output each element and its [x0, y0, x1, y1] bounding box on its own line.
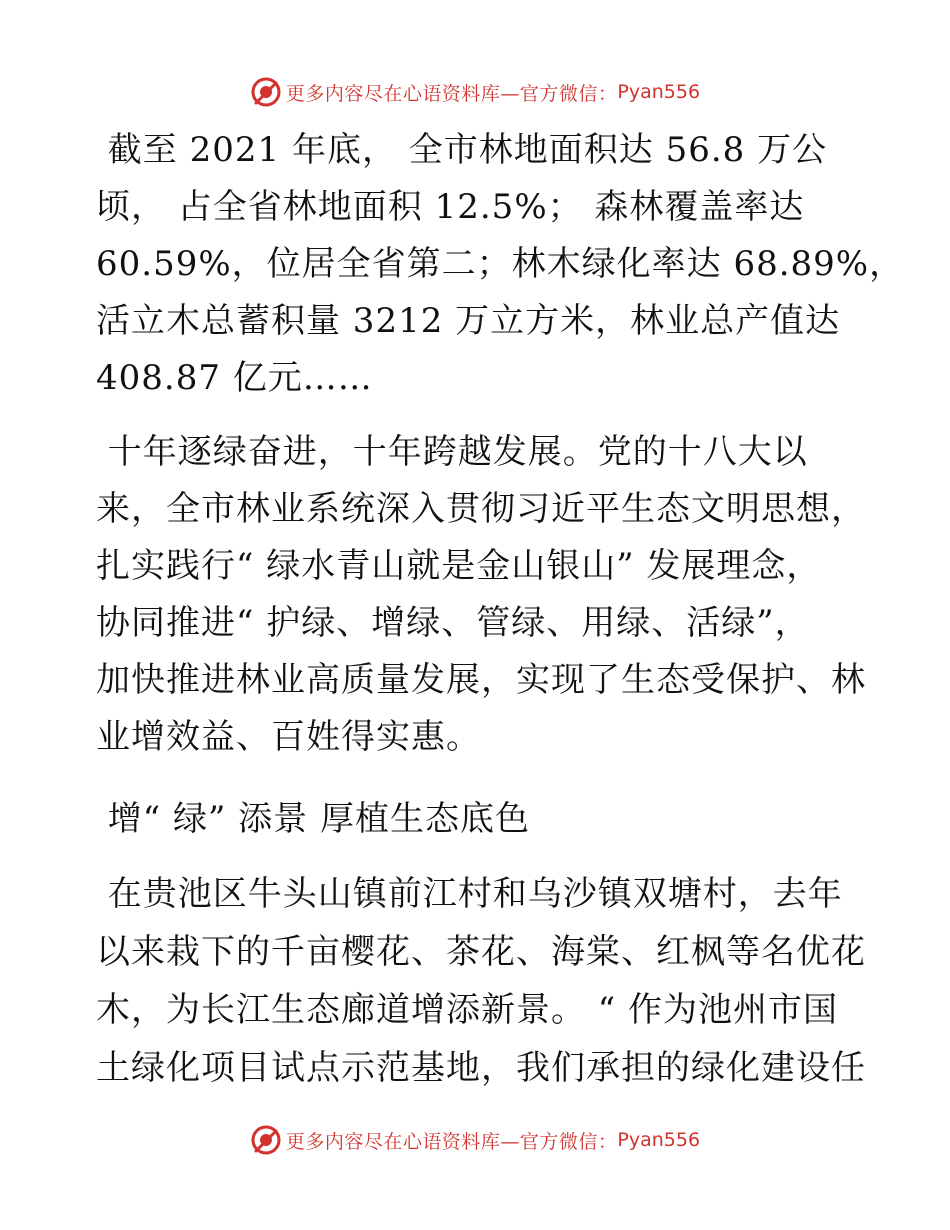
text-line: 扎实践行“ 绿水青山就是金山银山” 发展理念， [96, 546, 822, 586]
text-line: 60.59%，位居全省第二；林木绿化率达 68.89%， [96, 244, 905, 284]
text-line: 以来栽下的千亩樱花、茶花、海棠、红枫等名优花 [96, 932, 866, 972]
text-line: 408.87 亿元…… [96, 358, 373, 398]
text-line: 顷， 占全省林地面积 12.5%； 森林覆盖率达 [96, 187, 805, 227]
logo-icon [250, 1124, 282, 1156]
text-line: 木，为长江生态廊道增添新景。 “ 作为池州市国 [96, 990, 838, 1030]
banner-wechat-id: Pyan556 [617, 1129, 701, 1151]
text-line: 加快推进林业高质量发展，实现了生态受保护、林 [96, 660, 866, 700]
text-line: 活立木总蓄积量 3212 万立方米，林业总产值达 [96, 301, 841, 341]
text-line: 土绿化项目试点示范基地，我们承担的绿化建设任 [96, 1048, 866, 1088]
section-heading: 增“ 绿” 添景 厚植生态底色 [96, 799, 530, 839]
text-line: 在贵池区牛头山镇前江村和乌沙镇双塘村，去年 [96, 874, 843, 914]
banner-text: 更多内容尽在心语资料库—官方微信： [285, 82, 618, 105]
text-line: 业增效益、百姓得实惠。 [96, 717, 481, 757]
banner-text: 更多内容尽在心语资料库—官方微信： [285, 1130, 618, 1153]
text-line: 十年逐绿奋进，十年跨越发展。党的十八大以 [96, 432, 808, 472]
footer-watermark [0, 1120, 950, 1160]
text-line: 来，全市林业系统深入贯彻习近平生态文明思想， [96, 489, 866, 529]
logo-icon [250, 76, 282, 108]
banner-wechat-id: Pyan556 [617, 81, 701, 103]
header-watermark [0, 72, 950, 112]
text-line: 协同推进“ 护绿、增绿、管绿、用绿、活绿”， [96, 603, 810, 643]
text-line: 截至 2021 年底， 全市林地面积达 56.8 万公 [96, 130, 828, 170]
